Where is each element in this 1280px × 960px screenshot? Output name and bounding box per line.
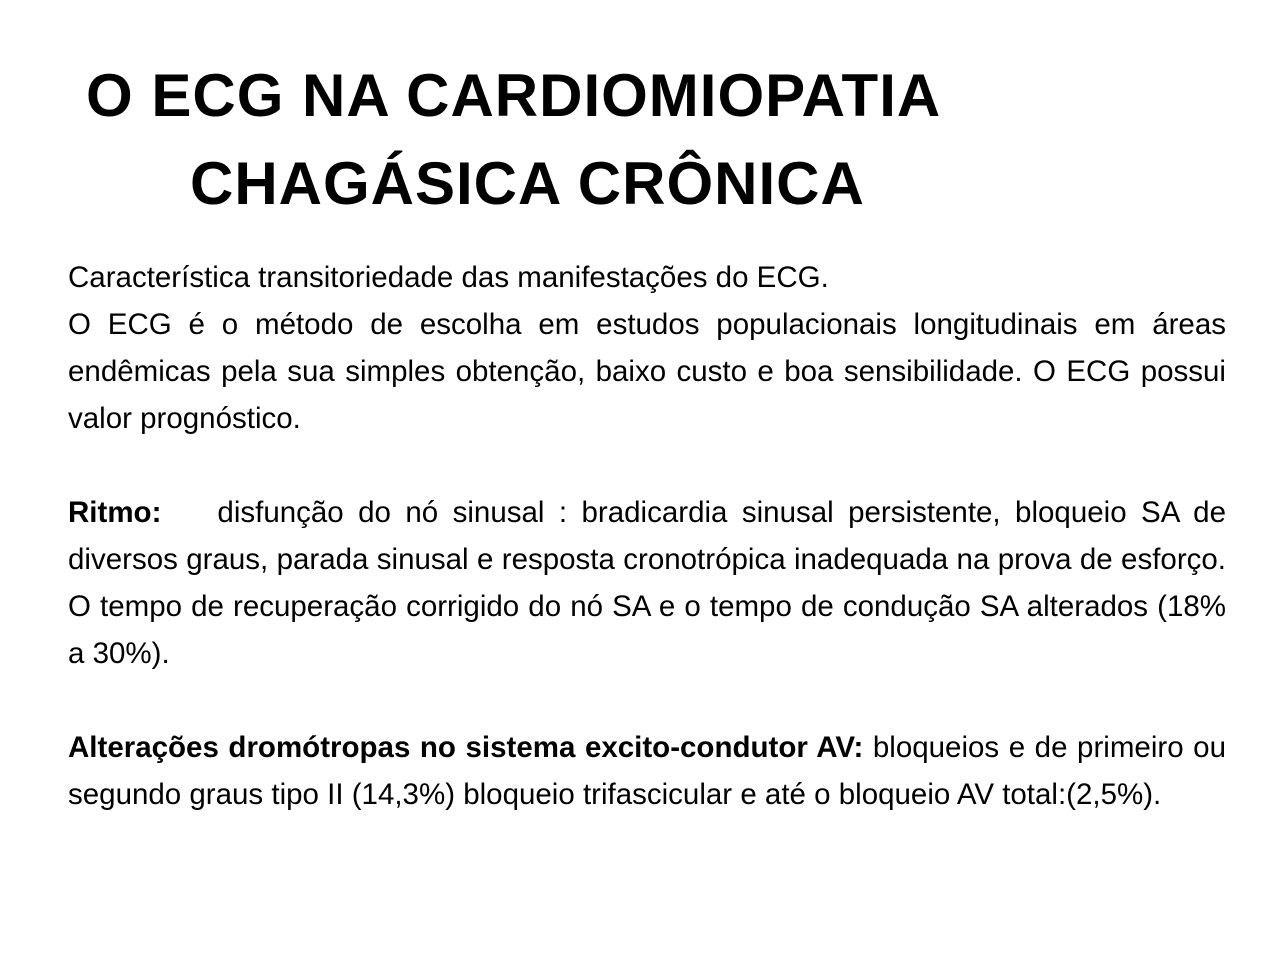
slide-body [68,254,1226,818]
intro-paragraph-1: Característica transitoriedade das manifestações do ECG. [68,261,829,294]
av-text: bloqueios e de primeiro ou segundo graus tipo II (14,3%) bloqueio trifascicular e até o bloqueio AV total:(2,5%). [68,731,1226,811]
ritmo-paragraph [68,489,1226,677]
av-label: Alterações dromótropas no sistema excito-condutor AV: [68,731,864,764]
ritmo-text: disfunção do nó sinusal : bradicardia sinusal persistente, bloqueio SA de diversos graus, parada sinusal e resposta cronotrópica inadequada na prova de esforço. O tempo de recuperação corrigido do nó SA e o tempo de condução SA alterados (18% a 30%). [68,496,1226,670]
title-line-2: CHAGÁSICA CRÔNICA [190,150,865,217]
slide-title [0,52,1280,228]
av-paragraph [68,724,1226,818]
ritmo-label: Ritmo: [68,496,162,529]
title-line-1: O ECG NA CARDIOMIOPATIA [86,62,942,129]
intro-paragraph-2: O ECG é o método de escolha em estudos populacionais longitudinais em áreas endêmicas pela sua simples obtenção, baixo custo e boa sensibilidade. O ECG possui valor prognóstico. [68,308,1226,435]
